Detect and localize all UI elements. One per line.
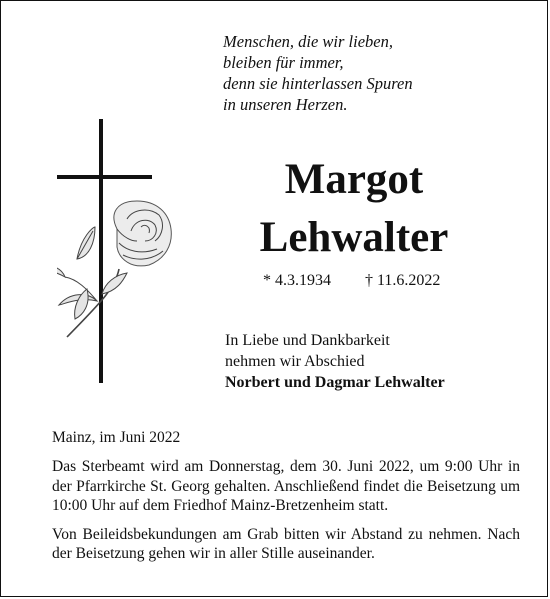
deceased-name [219,151,489,267]
funeral-details: Das Sterbeamt wird am Donnerstag, dem 30. Juni 2022, um 9:00 Uhr in der Pfarrkirche St. Georg gehalten. Anschließend findet die Beisetzung um 10:00 Uhr auf dem Friedhof Mainz-Bretzenheim statt. [52,458,520,514]
family-farewell [225,330,445,393]
place-date: Mainz, im Juni 2022 [52,429,181,446]
deceased-first-name: Margot [284,156,424,203]
cross-with-rose-illustration [57,119,197,387]
poem-line: Menschen, die wir lieben, [223,32,393,51]
birth-date: * 4.3.1934 [263,272,331,289]
announcement-text [52,457,520,573]
deceased-last-name: Lehwalter [259,214,449,261]
death-date: † 11.6.2022 [365,272,441,289]
farewell-line: In Liebe und Dankbarkeit [225,332,390,349]
poem-line: in unseren Herzen. [223,95,348,114]
poem-line: denn sie hinterlassen Spuren [223,74,413,93]
signers: Norbert und Dagmar Lehwalter [225,374,445,391]
farewell-line: nehmen wir Abschied [225,353,365,370]
closing-note: Von Beileidsbekundungen am Grab bitten wir Abstand zu nehmen. Nach der Beisetzung gehen wir in aller Stille auseinander. [52,525,520,562]
rose-icon [57,201,171,337]
poem-line: bleiben für immer, [223,53,344,72]
poem [223,31,523,115]
